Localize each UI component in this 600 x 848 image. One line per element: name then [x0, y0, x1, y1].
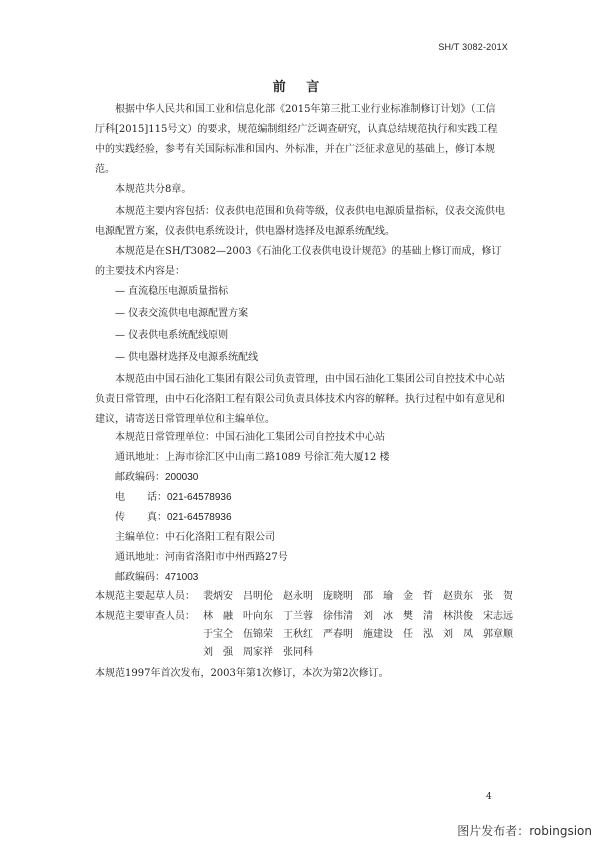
daily-management-unit: 本规范日常管理单位：中国石油化工集团公司自控技术中心站	[115, 432, 385, 443]
reviewers-names-line-1: 林 融 叶向东 丁兰蓉 徐伟清 刘 冰 樊 清 林洪俊 宋志远	[203, 611, 513, 622]
document-code: SH/T 3082-201X	[438, 42, 508, 52]
phone-line	[115, 488, 515, 508]
page-title: 前 言	[272, 80, 328, 95]
reviewers-section	[95, 608, 515, 662]
intro-paragraph: 根据中华人民共和国工业和信息化部《2015年第三批工业行业标准制修订计划》（工信厅科[2015]115号文）的要求，规范编制组经广泛调查研究，认真总结规范执行和实践工程中的实践经验，参考有关国际标准和国内、外标准，并在广泛征求意见的基础上，修订本规范。	[95, 104, 498, 175]
address-line-2: 通讯地址：河南省洛阳市中州西路27号	[115, 552, 288, 563]
postcode-line-1: 邮政编码：200030	[115, 472, 199, 483]
publisher-watermark: 图片发布者：robingsion	[457, 824, 592, 838]
postcode-line-2: 邮政编码：471003	[115, 572, 199, 583]
change-item: — 仪表交流供电电源配置方案	[115, 308, 249, 319]
drafters-label: 本规范主要起草人员：	[95, 591, 195, 602]
phone-number: 021-64578936	[167, 492, 232, 503]
reviewers-names-line-3: 刘 强 周家祥 张同科	[203, 647, 313, 658]
reviewers-names-line-2: 于宝仝 伍锦荣 王秋红 严春明 施建设 任 泓 刘 凤 郭章顺	[203, 629, 513, 640]
page-number: 4	[486, 792, 492, 802]
drafters-names: 裴炳安 吕明伦 赵永明 庞晓明 邵 瑜 金 哲 赵贵东 张 贺	[203, 591, 513, 602]
fax-number: 021-64578936	[167, 512, 232, 523]
drafters-section	[95, 588, 515, 606]
change-item: — 供电器材选择及电源系统配线	[115, 352, 259, 363]
chief-editor-unit: 主编单位：中石化洛阳工程有限公司	[115, 532, 275, 543]
reviewers-label: 本规范主要审查人员：	[95, 611, 195, 622]
change-item: — 仪表供电系统配线原则	[115, 330, 229, 341]
fax-line	[115, 508, 515, 528]
release-history: 本规范1997年首次发布，2003年第1次修订，本次为第2次修订。	[95, 668, 389, 679]
phone-label: 电	[115, 492, 125, 503]
address-line-1: 通讯地址：上海市徐汇区中山南二路1089 号徐汇苑大厦12 楼	[115, 452, 390, 463]
main-content-paragraph: 本规范主要内容包括：仪表供电范围和负荷等级，仪表供电电源质量指标，仪表交流供电电源配置方案，仪表供电系统设计，供电器材选择及电源系统配线。	[95, 206, 505, 237]
phone-label-2: 话：	[147, 492, 167, 503]
revision-basis-paragraph: 本规范是在SH/T3082—2003《石油化工仪表供电设计规范》的基础上修订而成，修订的主要技术内容是：	[95, 246, 502, 277]
change-item: — 直流稳压电源质量指标	[115, 286, 229, 297]
fax-label-2: 真：	[147, 512, 167, 523]
fax-label: 传	[115, 512, 125, 523]
chapter-count-paragraph: 本规范共分8章。	[115, 184, 192, 195]
management-paragraph: 本规范由中国石油化工集团有限公司负责管理，由中国石油化工集团公司自控技术中心站负责日常管理，由中石化洛阳工程有限公司负责具体技术内容的解释。执行过程中如有意见和建议，请寄送日常管理单位和主编单位。	[95, 374, 505, 425]
